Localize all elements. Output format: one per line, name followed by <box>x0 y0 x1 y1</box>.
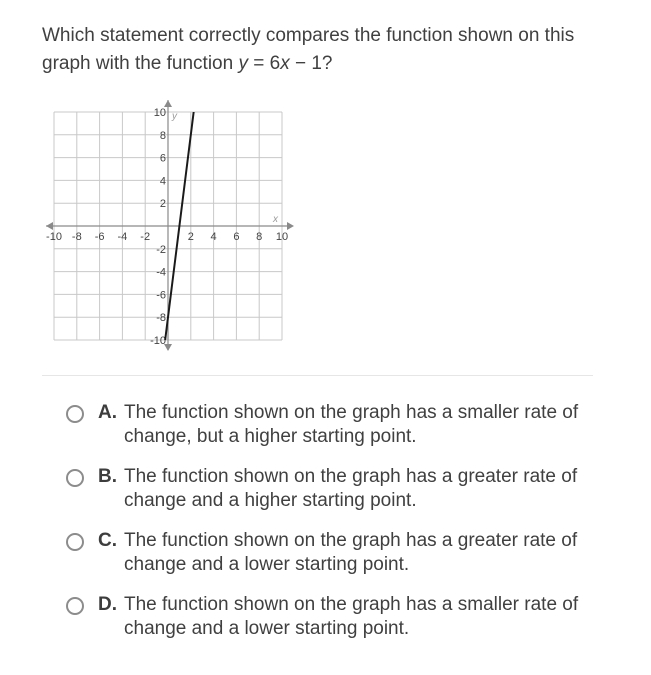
choice-d-text: The function shown on the graph has a smaller rate of change and a lower starting point. <box>124 594 579 639</box>
x-tick-label: 10 <box>275 231 289 243</box>
y-tick-label: 2 <box>159 198 166 211</box>
question-text-before: Which statement correctly compares the function shown on this graph with the function <box>42 25 575 74</box>
graph-tick-labels <box>46 107 288 347</box>
x-tick-label: 4 <box>210 231 217 243</box>
radio-b[interactable] <box>66 469 84 487</box>
y-tick-label: 4 <box>159 175 166 188</box>
x-axis-arrow-left <box>46 222 53 230</box>
choice-b-text: The function shown on the graph has a greater rate of change and a higher starting point. <box>124 466 578 511</box>
y-tick-label: -2 <box>156 243 166 256</box>
y-tick-label: 6 <box>159 152 166 165</box>
question-equals: = 6 <box>247 53 281 74</box>
x-axis-arrow-right <box>287 222 294 230</box>
y-tick-label: -8 <box>156 312 166 325</box>
x-tick-label: -2 <box>140 231 151 243</box>
choice-c-letter: C. <box>98 530 117 551</box>
y-axis-arrow-up <box>164 100 172 107</box>
x-tick-label: 2 <box>187 231 194 243</box>
question-prompt <box>42 22 602 78</box>
x-tick-label: 6 <box>233 231 240 243</box>
x-tick-label: -6 <box>94 231 105 243</box>
choice-d-letter: D. <box>98 594 117 615</box>
choice-a-letter: A. <box>98 402 117 423</box>
section-divider <box>42 375 593 376</box>
radio-c[interactable] <box>66 533 84 551</box>
choice-b[interactable] <box>66 465 606 513</box>
x-axis-label: x <box>273 214 278 225</box>
question-text-after: − 1? <box>289 53 333 74</box>
choice-b-letter: B. <box>98 466 117 487</box>
y-tick-label: -10 <box>150 335 166 347</box>
y-tick-label: -4 <box>156 266 166 279</box>
choice-c[interactable] <box>66 529 606 577</box>
y-axis-label: y <box>172 111 177 122</box>
choice-a-text: The function shown on the graph has a smaller rate of change, but a higher starting point. <box>124 402 579 447</box>
choice-c-text: The function shown on the graph has a greater rate of change and a lower starting point. <box>124 530 578 575</box>
x-tick-label: 8 <box>256 231 263 243</box>
y-tick-label: 10 <box>153 107 166 119</box>
radio-a[interactable] <box>66 405 84 423</box>
choice-a[interactable] <box>66 401 606 449</box>
x-tick-label: -10 <box>46 231 62 243</box>
graph-axes <box>46 100 294 351</box>
question-var-x: x <box>280 53 290 74</box>
coordinate-graph <box>46 100 296 352</box>
question-var-y: y <box>238 53 248 74</box>
choice-d[interactable] <box>66 593 606 641</box>
radio-d[interactable] <box>66 597 84 615</box>
y-tick-label: 8 <box>159 129 166 142</box>
x-tick-label: -8 <box>71 231 82 243</box>
x-tick-label: -4 <box>117 231 128 243</box>
y-tick-label: -6 <box>156 289 166 302</box>
